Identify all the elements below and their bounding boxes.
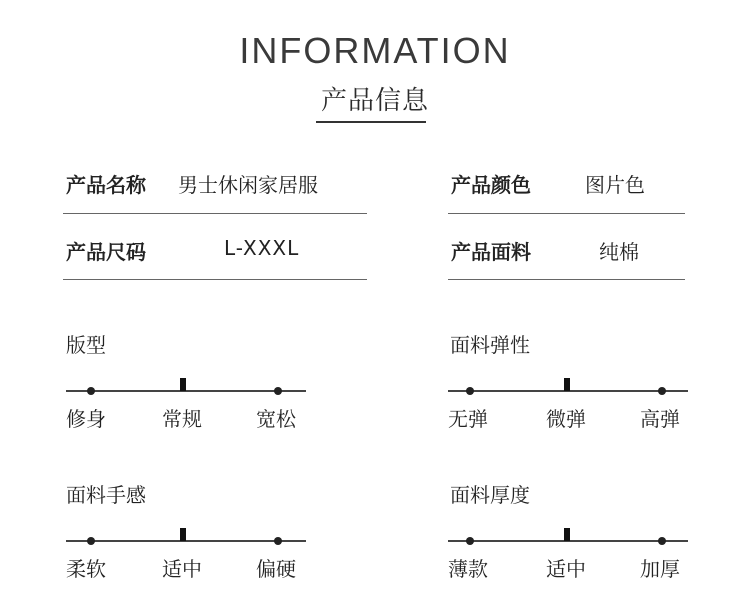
scale-fit [66,329,306,439]
scale-selected-marker [180,528,186,541]
attr-label: 产品面料 [451,240,531,264]
attr-label: 产品尺码 [66,240,146,264]
attr-divider [448,213,685,214]
scale-option: 高弹 [640,407,680,431]
scale-option: 宽松 [256,407,296,431]
scale-dot [274,387,282,395]
attr-label: 产品名称 [66,173,146,197]
scale-option: 薄款 [448,557,488,581]
scale-track [66,390,306,392]
scale-dot [466,387,474,395]
scale-title: 面料弹性 [450,333,530,357]
scale-title: 面料厚度 [450,483,530,507]
scale-dot [87,387,95,395]
scale-elasticity [448,329,688,439]
scale-selected-marker [564,378,570,391]
attr-divider [448,279,685,280]
scale-dot [466,537,474,545]
scale-selected-marker [180,378,186,391]
scale-option: 柔软 [66,557,106,581]
attr-label: 产品颜色 [451,173,531,197]
title-underline [316,121,426,123]
scale-title: 面料手感 [66,483,146,507]
attr-divider [63,279,367,280]
scale-option: 微弹 [546,407,586,431]
scale-option: 无弹 [448,407,488,431]
attr-value: 男士休闲家居服 [178,173,318,197]
scale-dot [274,537,282,545]
scale-dot [658,387,666,395]
scale-dot [658,537,666,545]
scale-title: 版型 [66,333,106,357]
attr-value: L-XXXL [224,236,300,260]
scale-hand-feel [66,479,306,589]
scale-option: 适中 [162,557,202,581]
page-title-en: INFORMATION [239,30,511,71]
scale-option: 偏硬 [256,557,296,581]
page-title-cn: 产品信息 [320,86,429,116]
scale-selected-marker [564,528,570,541]
scale-dot [87,537,95,545]
attr-value: 纯棉 [599,240,639,264]
attr-value: 图片色 [585,173,645,197]
scale-thickness [448,479,688,589]
scale-option: 适中 [546,557,586,581]
scale-track [66,540,306,542]
scale-option: 加厚 [640,557,680,581]
scale-option: 修身 [66,407,106,431]
scale-option: 常规 [162,407,202,431]
attr-divider [63,213,367,214]
